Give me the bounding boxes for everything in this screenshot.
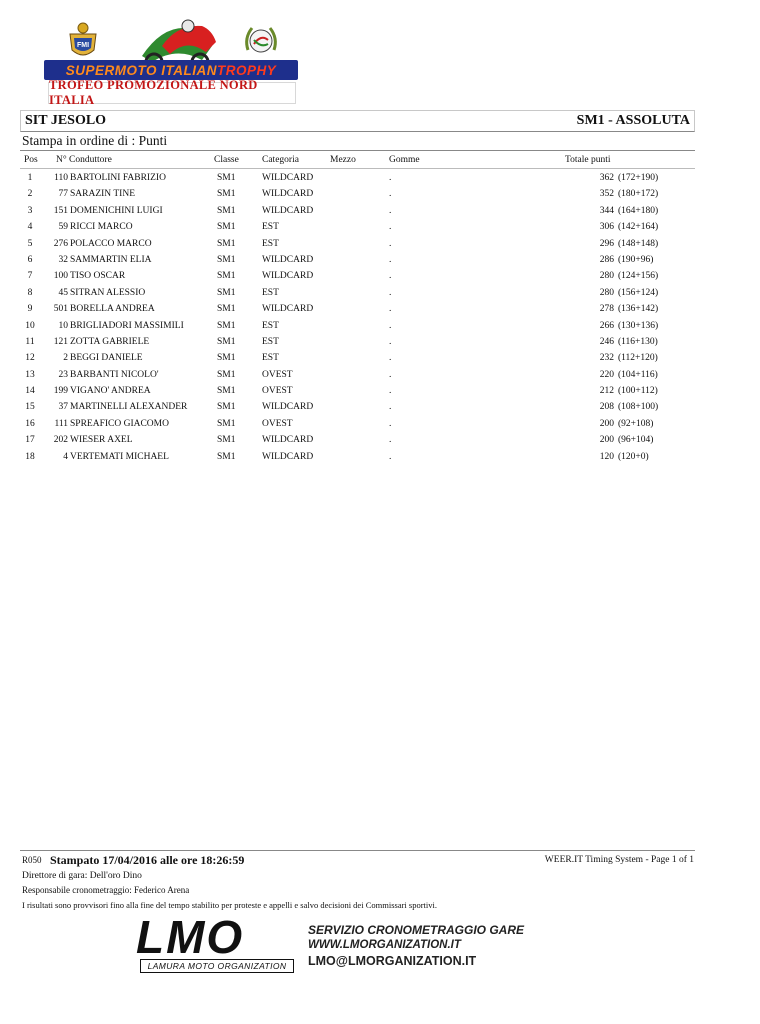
- cell-tot: 280: [599, 271, 614, 282]
- lmo-service: SERVIZIO CRONOMETRAGGIO GARE: [308, 923, 525, 937]
- col-categoria: Categoria: [262, 155, 299, 165]
- supermoto-trophy-logo: [44, 14, 298, 106]
- sort-order-label: Stampa in ordine di : Punti: [22, 133, 168, 148]
- cell-gomme: .: [389, 435, 392, 446]
- table-row: [0, 303, 760, 319]
- cell-cat: EST: [262, 336, 279, 347]
- cell-num: 121: [53, 336, 68, 347]
- cell-classe: SM1: [217, 271, 236, 282]
- cell-num: 45: [58, 287, 68, 298]
- table-row: [0, 418, 760, 434]
- cell-br: (172+190): [618, 173, 659, 183]
- cell-classe: SM1: [217, 369, 236, 380]
- cell-gomme: .: [389, 418, 392, 429]
- cell-pos: 1: [27, 173, 33, 183]
- cell-gomme: .: [389, 205, 392, 216]
- col-classe: Classe: [214, 155, 239, 165]
- cell-br: (108+100): [618, 402, 659, 413]
- results-table: [0, 172, 760, 467]
- cell-classe: SM1: [217, 287, 236, 298]
- cell-br: (164+180): [618, 205, 659, 216]
- table-row: [0, 221, 760, 237]
- table-row: [0, 270, 760, 286]
- cell-classe: SM1: [217, 222, 236, 233]
- cell-tot: 232: [599, 353, 614, 364]
- table-row: [0, 238, 760, 254]
- laurel-emblem-icon: [240, 20, 282, 62]
- cell-name: VERTEMATI MICHAEL: [70, 451, 169, 462]
- cell-classe: SM1: [217, 304, 236, 315]
- cell-gomme: .: [389, 320, 392, 331]
- table-row: [0, 254, 760, 270]
- cell-br: (142+164): [618, 222, 659, 233]
- cell-tot: 280: [599, 287, 614, 298]
- cell-tot: 120: [599, 451, 614, 462]
- cell-name: POLACCO MARCO: [70, 238, 152, 249]
- cell-num: 100: [53, 271, 68, 282]
- cell-name: BARTOLINI FABRIZIO: [70, 173, 166, 183]
- cell-pos: 17: [25, 435, 35, 446]
- cell-tot: 286: [599, 254, 614, 265]
- supermoto-banner: [44, 60, 298, 80]
- cell-cat: WILDCARD: [262, 271, 314, 282]
- cell-pos: 3: [27, 205, 33, 216]
- cell-cat: OVEST: [262, 418, 293, 429]
- banner-bottom-text: TROFEO PROMOZIONALE NORD ITALIA: [49, 78, 258, 107]
- table-row: [0, 451, 760, 467]
- cell-br: (100+112): [618, 386, 658, 397]
- cell-cat: WILDCARD: [262, 189, 314, 200]
- cell-name: RICCI MARCO: [70, 222, 133, 233]
- report-code: R050: [22, 855, 42, 865]
- cell-gomme: .: [389, 336, 392, 347]
- cell-num: 23: [58, 369, 68, 380]
- event-name: SIT JESOLO: [25, 113, 107, 128]
- cell-cat: EST: [262, 238, 279, 249]
- cell-classe: SM1: [217, 173, 236, 183]
- cell-num: 111: [54, 418, 68, 429]
- cell-cat: EST: [262, 287, 279, 298]
- cell-num: 151: [53, 205, 68, 216]
- cell-gomme: .: [389, 173, 392, 183]
- divider: [20, 850, 695, 851]
- cell-gomme: .: [389, 238, 392, 249]
- cell-tot: 212: [599, 386, 614, 397]
- cell-cat: EST: [262, 320, 279, 331]
- col-gomme: Gomme: [389, 155, 420, 165]
- cell-pos: 16: [25, 418, 35, 429]
- cell-num: 37: [58, 402, 68, 413]
- table-header: [0, 155, 760, 169]
- table-row: [0, 369, 760, 385]
- cell-name: BRIGLIADORI MASSIMILI: [70, 320, 184, 331]
- cell-tot: 306: [599, 222, 614, 233]
- cell-name: SPREAFICO GIACOMO: [70, 418, 169, 429]
- disclaimer-note: I risultati sono provvisori fino alla fine del tempo stabilito per proteste e appelli e salvo decisioni dei Commissari sportivi.: [22, 900, 438, 910]
- cell-pos: 9: [27, 304, 33, 315]
- cell-num: 32: [58, 254, 68, 265]
- cell-gomme: .: [389, 402, 392, 413]
- cell-br: (120+0): [618, 451, 649, 462]
- cell-pos: 6: [27, 254, 33, 265]
- cell-gomme: .: [389, 353, 392, 364]
- cell-tot: 352: [599, 189, 614, 200]
- cell-name: ZOTTA GABRIELE: [70, 336, 150, 347]
- cell-pos: 7: [27, 271, 33, 282]
- cell-name: SITRAN ALESSIO: [70, 287, 146, 298]
- banner-top-trophy: TROPHY: [217, 62, 277, 78]
- cell-cat: EST: [262, 222, 279, 233]
- cell-gomme: .: [389, 369, 392, 380]
- cell-tot: 296: [599, 238, 614, 249]
- lmo-logo: [136, 911, 296, 973]
- table-row: [0, 320, 760, 336]
- cell-classe: SM1: [217, 386, 236, 397]
- col-mezzo: Mezzo: [330, 155, 356, 165]
- cell-classe: SM1: [217, 205, 236, 216]
- cell-tot: 344: [599, 205, 614, 216]
- event-header: [20, 110, 695, 132]
- timing-system-info: WEER.IT Timing System - Page 1 of 1: [544, 855, 694, 865]
- svg-text:FMI: FMI: [76, 42, 90, 49]
- cell-num: 199: [53, 386, 68, 397]
- cell-br: (180+172): [618, 189, 659, 200]
- trofeo-banner: [48, 78, 296, 107]
- cell-br: (148+148): [618, 238, 659, 249]
- cell-classe: SM1: [217, 189, 236, 200]
- lmo-subtitle: LAMURA MOTO ORGANIZATION: [140, 959, 294, 973]
- table-row: [0, 352, 760, 368]
- cell-cat: WILDCARD: [262, 435, 314, 446]
- cell-br: (116+130): [618, 336, 658, 347]
- cell-pos: 5: [27, 238, 33, 249]
- cell-gomme: .: [389, 304, 392, 315]
- col-driver: N° Conduttore: [56, 155, 112, 165]
- lmo-email: LMO@LMORGANIZATION.IT: [308, 954, 477, 968]
- table-row: [0, 188, 760, 204]
- cell-tot: 278: [599, 304, 614, 315]
- cell-classe: SM1: [217, 402, 236, 413]
- cell-tot: 220: [599, 369, 614, 380]
- divider: [20, 168, 695, 169]
- cell-classe: SM1: [217, 254, 236, 265]
- cell-name: MARTINELLI ALEXANDER: [70, 402, 188, 413]
- cell-classe: SM1: [217, 435, 236, 446]
- cell-cat: OVEST: [262, 386, 293, 397]
- cell-br: (92+108): [618, 418, 654, 429]
- cell-tot: 200: [599, 418, 614, 429]
- cell-name: BARBANTI NICOLO': [70, 369, 159, 380]
- cell-pos: 15: [25, 402, 35, 413]
- lmo-website: WWW.LMORGANIZATION.IT: [308, 939, 461, 951]
- cell-gomme: .: [389, 271, 392, 282]
- cell-br: (136+142): [618, 304, 659, 315]
- cell-br: (190+96): [618, 254, 654, 265]
- cell-gomme: .: [389, 222, 392, 233]
- cell-pos: 13: [25, 369, 35, 380]
- lmo-contact: [308, 922, 524, 970]
- cell-name: DOMENICHINI LUIGI: [70, 205, 163, 216]
- cell-name: SAMMARTIN ELIA: [70, 254, 152, 265]
- cell-classe: SM1: [217, 418, 236, 429]
- cell-gomme: .: [389, 189, 392, 200]
- cell-gomme: .: [389, 386, 392, 397]
- cell-name: WIESER AXEL: [70, 435, 133, 446]
- table-row: [0, 287, 760, 303]
- cell-num: 202: [53, 435, 68, 446]
- cell-tot: 266: [599, 320, 614, 331]
- cell-cat: WILDCARD: [262, 254, 314, 265]
- cell-classe: SM1: [217, 336, 236, 347]
- table-row: [0, 205, 760, 221]
- race-director: Direttore di gara: Dell'oro Dino: [22, 871, 142, 881]
- cell-pos: 10: [25, 320, 35, 331]
- lmo-letters: LMO: [136, 911, 245, 963]
- cell-tot: 246: [599, 336, 614, 347]
- cell-gomme: .: [389, 254, 392, 265]
- cell-br: (130+136): [618, 320, 659, 331]
- cell-classe: SM1: [217, 320, 236, 331]
- cell-cat: WILDCARD: [262, 304, 314, 315]
- cell-classe: SM1: [217, 451, 236, 462]
- cell-gomme: .: [389, 451, 392, 462]
- cell-num: 2: [63, 353, 68, 364]
- cell-num: 4: [63, 451, 68, 462]
- event-class: SM1 - ASSOLUTA: [576, 113, 690, 128]
- cell-tot: 362: [599, 173, 614, 183]
- fmi-emblem-icon: [66, 20, 100, 60]
- cell-pos: 11: [25, 336, 35, 347]
- cell-cat: WILDCARD: [262, 402, 314, 413]
- table-row: [0, 434, 760, 450]
- cell-num: 276: [53, 238, 68, 249]
- cell-num: 77: [58, 189, 68, 200]
- table-row: [0, 336, 760, 352]
- cell-pos: 12: [25, 353, 35, 364]
- cell-br: (104+116): [618, 369, 658, 380]
- cell-classe: SM1: [217, 353, 236, 364]
- cell-num: 10: [58, 320, 68, 331]
- cell-br: (112+120): [618, 353, 658, 364]
- cell-pos: 18: [25, 451, 35, 462]
- cell-name: VIGANO' ANDREA: [70, 386, 151, 397]
- timekeeper: Responsabile cronometraggio: Federico Arena: [22, 885, 190, 895]
- table-row: [0, 401, 760, 417]
- cell-cat: OVEST: [262, 369, 293, 380]
- cell-tot: 200: [599, 435, 614, 446]
- cell-br: (156+124): [618, 287, 659, 298]
- banner-top-text: SUPERMOTO ITALIAN: [65, 62, 217, 78]
- cell-gomme: .: [389, 287, 392, 298]
- cell-br: (96+104): [618, 435, 654, 446]
- cell-cat: WILDCARD: [262, 205, 314, 216]
- cell-num: 59: [58, 222, 68, 233]
- cell-name: BEGGI DANIELE: [70, 353, 143, 364]
- cell-br: (124+156): [618, 271, 659, 282]
- table-row: [0, 172, 760, 188]
- cell-classe: SM1: [217, 238, 236, 249]
- cell-cat: EST: [262, 353, 279, 364]
- divider: [20, 150, 695, 151]
- cell-pos: 2: [27, 189, 33, 200]
- cell-pos: 14: [25, 386, 35, 397]
- cell-cat: WILDCARD: [262, 451, 314, 462]
- col-totale: Totale punti: [565, 155, 611, 165]
- cell-num: 501: [53, 304, 68, 315]
- cell-num: 110: [54, 173, 68, 183]
- col-pos: Pos: [24, 155, 38, 165]
- cell-pos: 4: [27, 222, 33, 233]
- cell-name: BORELLA ANDREA: [70, 304, 155, 315]
- cell-tot: 208: [599, 402, 614, 413]
- table-row: [0, 385, 760, 401]
- printed-timestamp: Stampato 17/04/2016 alle ore 18:26:59: [50, 853, 245, 867]
- cell-cat: WILDCARD: [262, 173, 314, 183]
- cell-name: SARAZIN TINE: [70, 189, 136, 200]
- cell-pos: 8: [27, 287, 33, 298]
- cell-name: TISO OSCAR: [70, 271, 126, 282]
